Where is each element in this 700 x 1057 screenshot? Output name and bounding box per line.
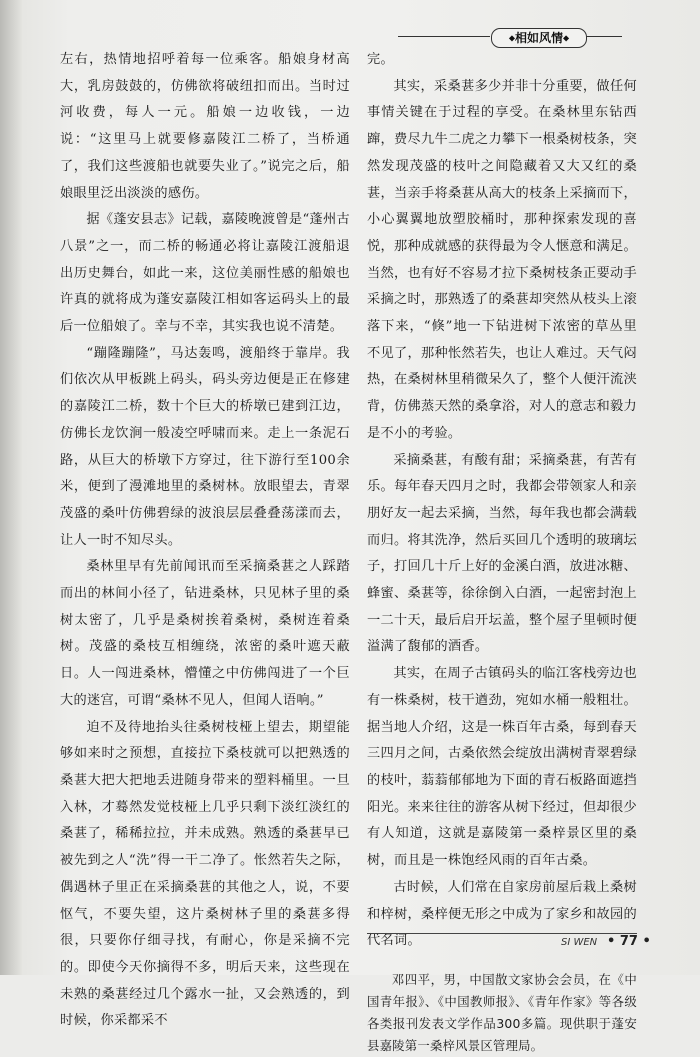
- paragraph: 完。: [367, 52, 394, 67]
- footer-rule: [367, 933, 637, 934]
- paragraph: 古时候，人们常在自家房前屋后栽上桑树和梓树，桑梓便无形之中成为了家乡和故园的代名词。: [367, 879, 637, 949]
- paragraph: 采摘桑葚，有酸有甜；采摘桑葚，有苦有乐。每年春天四月之时，我都会带领家人和亲朋好友一起去采摘，当然，每年我也都会满载而归。将其洗净，然后买回几个透明的玻璃坛子，打回几十斤上好的金溪白酒，放进冰糖、蜂蜜、桑葚等，徐徐倒入白酒，一起密封泡上一二十天，最后启开坛盖，整个屋子里顿时便溢满了馥郁的酒香。: [367, 452, 637, 655]
- column-title: 相如风情: [514, 31, 563, 45]
- page-number: • 77 •: [607, 934, 651, 949]
- header-rule-left: [398, 36, 490, 37]
- bullet-icon: ◆: [563, 33, 570, 43]
- book-spine-shadow: [0, 0, 22, 975]
- footer-series-name: SI WEN: [561, 937, 598, 948]
- left-column: [60, 47, 350, 1035]
- paragraph: “蹦隆蹦隆”，马达轰鸣，渡船终于靠岸。我们依次从甲板跳上码头，码头旁边便是正在修建的嘉陵江二桥，数十个巨大的桥墩已建到江边，仿佛长龙饮涧一般凌空呼啸而来。走上一条泥石路，从巨大的桥墩下方穿过，往下游行至100余米，便到了漫滩地里的桑树林。放眼望去，青翠茂盛的桑叶仿佛碧绿的波浪层层叠叠荡漾而去，让人一时不知尽头。: [60, 345, 350, 548]
- paragraph: 其实，在周子古镇码头的临江客栈旁边也有一株桑树，枝干遒劲，宛如水桶一般粗壮。据当地人介绍，这是一株百年古桑，每到春天三四月之间，古桑依然会绽放出满树青翠碧绿的枝叶，蓊蓊郁郁地为下面的青石板路面遮挡阳光。来来往往的游客从树下经过，但却很少有人知道，这就是嘉陵第一桑梓景区里的桑树，而且是一株饱经风雨的百年古桑。: [367, 666, 637, 869]
- right-column: [367, 47, 637, 1057]
- paragraph: 左右，热情地招呼着每一位乘客。船娘身材高大，乳房鼓鼓的，仿佛欲将破纽扣而出。当时过河收费，每人一元。船娘一边收钱，一边说：“这里马上就要修嘉陵江二桥了，当桥通了，我们这些渡船也就要失业了。”说完之后，船娘眼里泛出淡淡的感伤。: [60, 52, 350, 201]
- column-title-badge: [491, 28, 587, 48]
- header-rule-right: [586, 36, 622, 37]
- paragraph: 其实，采桑葚多少并非十分重要，做任何事情关键在于过程的享受。在桑林里东钻西蹿，费尽九牛二虎之力攀下一根桑树枝条，突然发现茂盛的枝叶之间隐藏着又大又红的桑葚，当亲手将桑葚从高大的枝条上采摘而下，小心翼翼地放塑胶桶时，那种探索发现的喜悦，那种成就感的获得最为令人惬意和满足。当然，也有好不容易才拉下桑树枝条正要动手采摘之时，那熟透了的桑葚却突然从枝头上滚落下来，“倏”地一下钻进树下浓密的草丛里不见了，那种怅然若失，也让人难过。天气闷热，在桑树林里稍微呆久了，整个人便汗流浃背，仿佛蒸天然的桑拿浴，对人的意志和毅力是不小的考验。: [367, 78, 637, 441]
- paragraph: 据《蓬安县志》记载，嘉陵晚渡曾是“蓬州古八景”之一，而二桥的畅通必将让嘉陵江渡船退出历史舞台，如此一来，这位美丽性感的船娘也许真的就将成为蓬安嘉陵江相如客运码头上的最后一位船娘了。幸与不幸，其实我也说不清楚。: [60, 212, 350, 335]
- bullet-icon: ◆: [508, 33, 515, 43]
- paragraph: 桑林里早有先前闻讯而至采摘桑葚之人踩踏而出的林间小径了，钻进桑林，只见林子里的桑树太密了，几乎是桑树挨着桑树，桑树连着桑树。茂盛的桑枝互相缠绕，浓密的桑叶遮天蔽日。人一闯进桑林，懵懂之中仿佛闯进了一个巨大的迷宫，可谓“桑林不见人，但闻人语响。”: [60, 559, 350, 708]
- paragraph: 迫不及待地抬头往桑树枝桠上望去，期望能够如来时之预想，直接拉下桑枝就可以把熟透的桑葚大把大把地丢进随身带来的塑料桶里。一旦入林，才蓦然发觉枝桠上几乎只剩下淡红淡红的桑葚了，稀稀拉拉，并未成熟。熟透的桑葚早已被先到之人“洗”得一干二净了。怅然若失之际，偶遇林子里正在采摘桑葚的其他之人，说，不要怄气，不要失望，这片桑树林子里的桑葚多得很，只要你仔细寻找，有耐心，你是采摘不完的。即使今天你摘得不多，明后天来，这些现在未熟的桑葚经过几个露水一扯，又会熟透的，到时候，你采都采不: [60, 719, 350, 1029]
- author-bio: 邓四平，男，中国散文家协会会员，在《中国青年报》、《中国教师报》、《青年作家》等各级各类报刊发表文学作品300多篇。现供职于蓬安县嘉陵第一桑梓风景区管理局。: [367, 971, 637, 1053]
